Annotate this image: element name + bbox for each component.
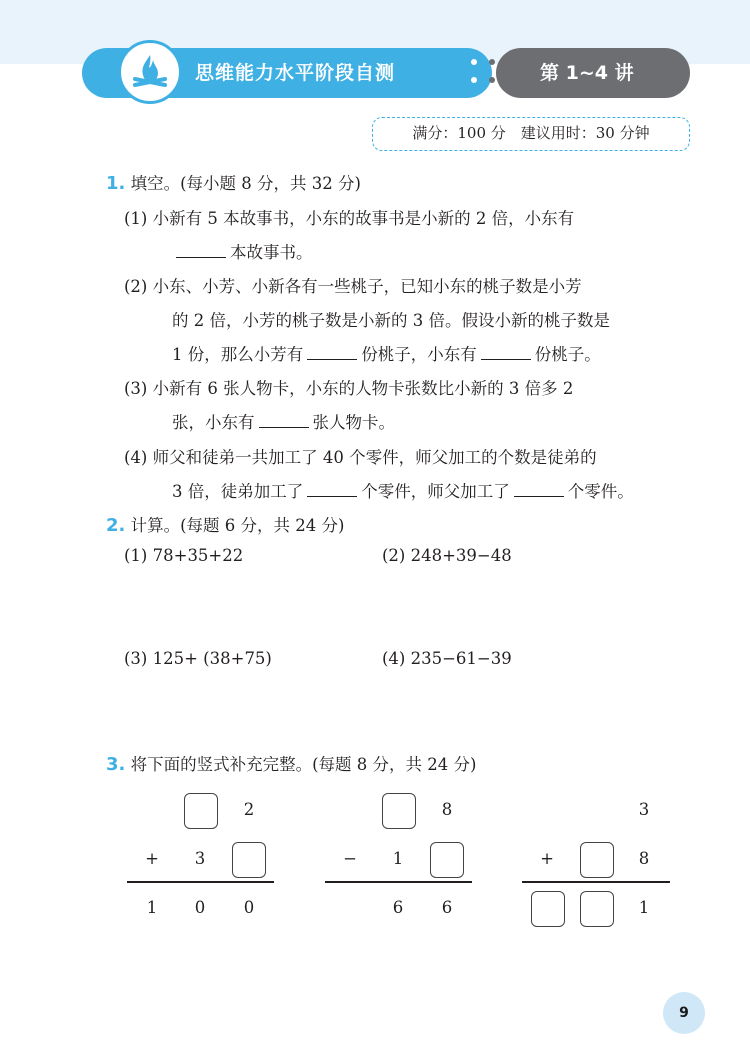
v1-result-digit: 0 (243, 898, 255, 917)
divider-dots-icon (468, 52, 498, 92)
v3-sum-line (522, 881, 670, 883)
v2-top-digit: 8 (441, 800, 453, 819)
q1-item2-line1: (2) 小东、小芳、小新各有一些桃子，已知小东的桃子数是小芳 (124, 277, 582, 296)
lecture-range: 第 1~4 讲 (496, 48, 690, 98)
answer-blank[interactable] (307, 482, 357, 497)
q1-title: 填空。(每小题 8 分，共 32 分) (130, 174, 361, 193)
v1-operator: + (145, 849, 159, 868)
v2-result-digit: 6 (441, 898, 453, 917)
q3-heading (106, 751, 476, 775)
v2-diff-line (325, 881, 472, 883)
q1-item1-tail: 本故事书。 (230, 243, 313, 262)
q2-expr4: (4) 235−61−39 (382, 649, 512, 668)
digit-box[interactable] (232, 842, 266, 878)
v3-result-digit: 1 (638, 898, 650, 917)
digit-box[interactable] (382, 793, 416, 829)
q2-number: 2. (106, 515, 126, 536)
q1-item3-line2 (172, 409, 395, 433)
q1-item3-seg2: 张人物卡。 (312, 413, 395, 432)
campfire-logo (118, 40, 182, 104)
campfire-icon (127, 49, 173, 95)
v3-operator: + (540, 849, 554, 868)
q2-heading (106, 512, 344, 536)
q1-number: 1. (106, 173, 126, 194)
v2-result-digit: 6 (392, 898, 404, 917)
q1-item3-seg1: 张，小东有 (172, 413, 255, 432)
q3-title: 将下面的竖式补充完整。(每题 8 分，共 24 分) (130, 755, 477, 774)
q2-expr1: (1) 78+35+22 (124, 546, 244, 565)
v1-sum-line (127, 881, 274, 883)
section-title: 思维能力水平阶段自测 (195, 62, 396, 84)
q1-item3-line1: (3) 小新有 6 张人物卡，小东的人物卡张数比小新的 3 倍多 2 (124, 379, 574, 398)
q1-item4-seg2: 个零件，师父加工了 (361, 482, 510, 501)
q1-item2-line2: 的 2 倍，小芳的桃子数是小新的 3 倍。假设小新的桃子数是 (172, 311, 610, 330)
q1-item4-line2 (172, 478, 634, 502)
digit-box[interactable] (184, 793, 218, 829)
q3-number: 3. (106, 754, 126, 775)
q1-item2-seg2: 份桃子，小东有 (361, 345, 477, 364)
score-time-info: 满分：100 分 建议用时：30 分钟 (372, 117, 690, 151)
q1-item4-line1: (4) 师父和徒弟一共加工了 40 个零件，师父加工的个数是徒弟的 (124, 448, 597, 467)
v1-result-digit: 0 (194, 898, 206, 917)
v1-top-digit: 2 (243, 800, 255, 819)
digit-box[interactable] (580, 842, 614, 878)
q2-title: 计算。(每题 6 分，共 24 分) (130, 516, 345, 535)
q1-item2-line3 (172, 341, 601, 365)
q1-item2-seg1: 1 份，那么小芳有 (172, 345, 304, 364)
page-number: 9 (663, 992, 705, 1034)
q1-item4-seg1: 3 倍，徒弟加工了 (172, 482, 304, 501)
q1-heading (106, 170, 361, 194)
digit-box[interactable] (531, 891, 565, 927)
q1-item1-line1: (1) 小新有 5 本故事书，小东的故事书是小新的 2 倍，小东有 (124, 209, 575, 228)
v2-operator: − (343, 849, 357, 868)
q2-expr2: (2) 248+39−48 (382, 546, 512, 565)
v3-top-digit: 3 (638, 800, 650, 819)
answer-blank[interactable] (307, 345, 357, 360)
digit-box[interactable] (580, 891, 614, 927)
answer-blank[interactable] (259, 413, 309, 428)
q1-item2-seg3: 份桃子。 (534, 345, 601, 364)
q1-item1-line2 (172, 239, 313, 263)
v3-mid-digit: 8 (638, 849, 650, 868)
q1-item4-seg3: 个零件。 (567, 482, 634, 501)
answer-blank[interactable] (514, 482, 564, 497)
q2-expr3: (3) 125+ (38+75) (124, 649, 272, 668)
v1-mid-digit: 3 (194, 849, 206, 868)
answer-blank[interactable] (481, 345, 531, 360)
answer-blank[interactable] (176, 243, 226, 258)
v2-mid-digit: 1 (392, 849, 404, 868)
digit-box[interactable] (430, 842, 464, 878)
v1-result-digit: 1 (146, 898, 158, 917)
